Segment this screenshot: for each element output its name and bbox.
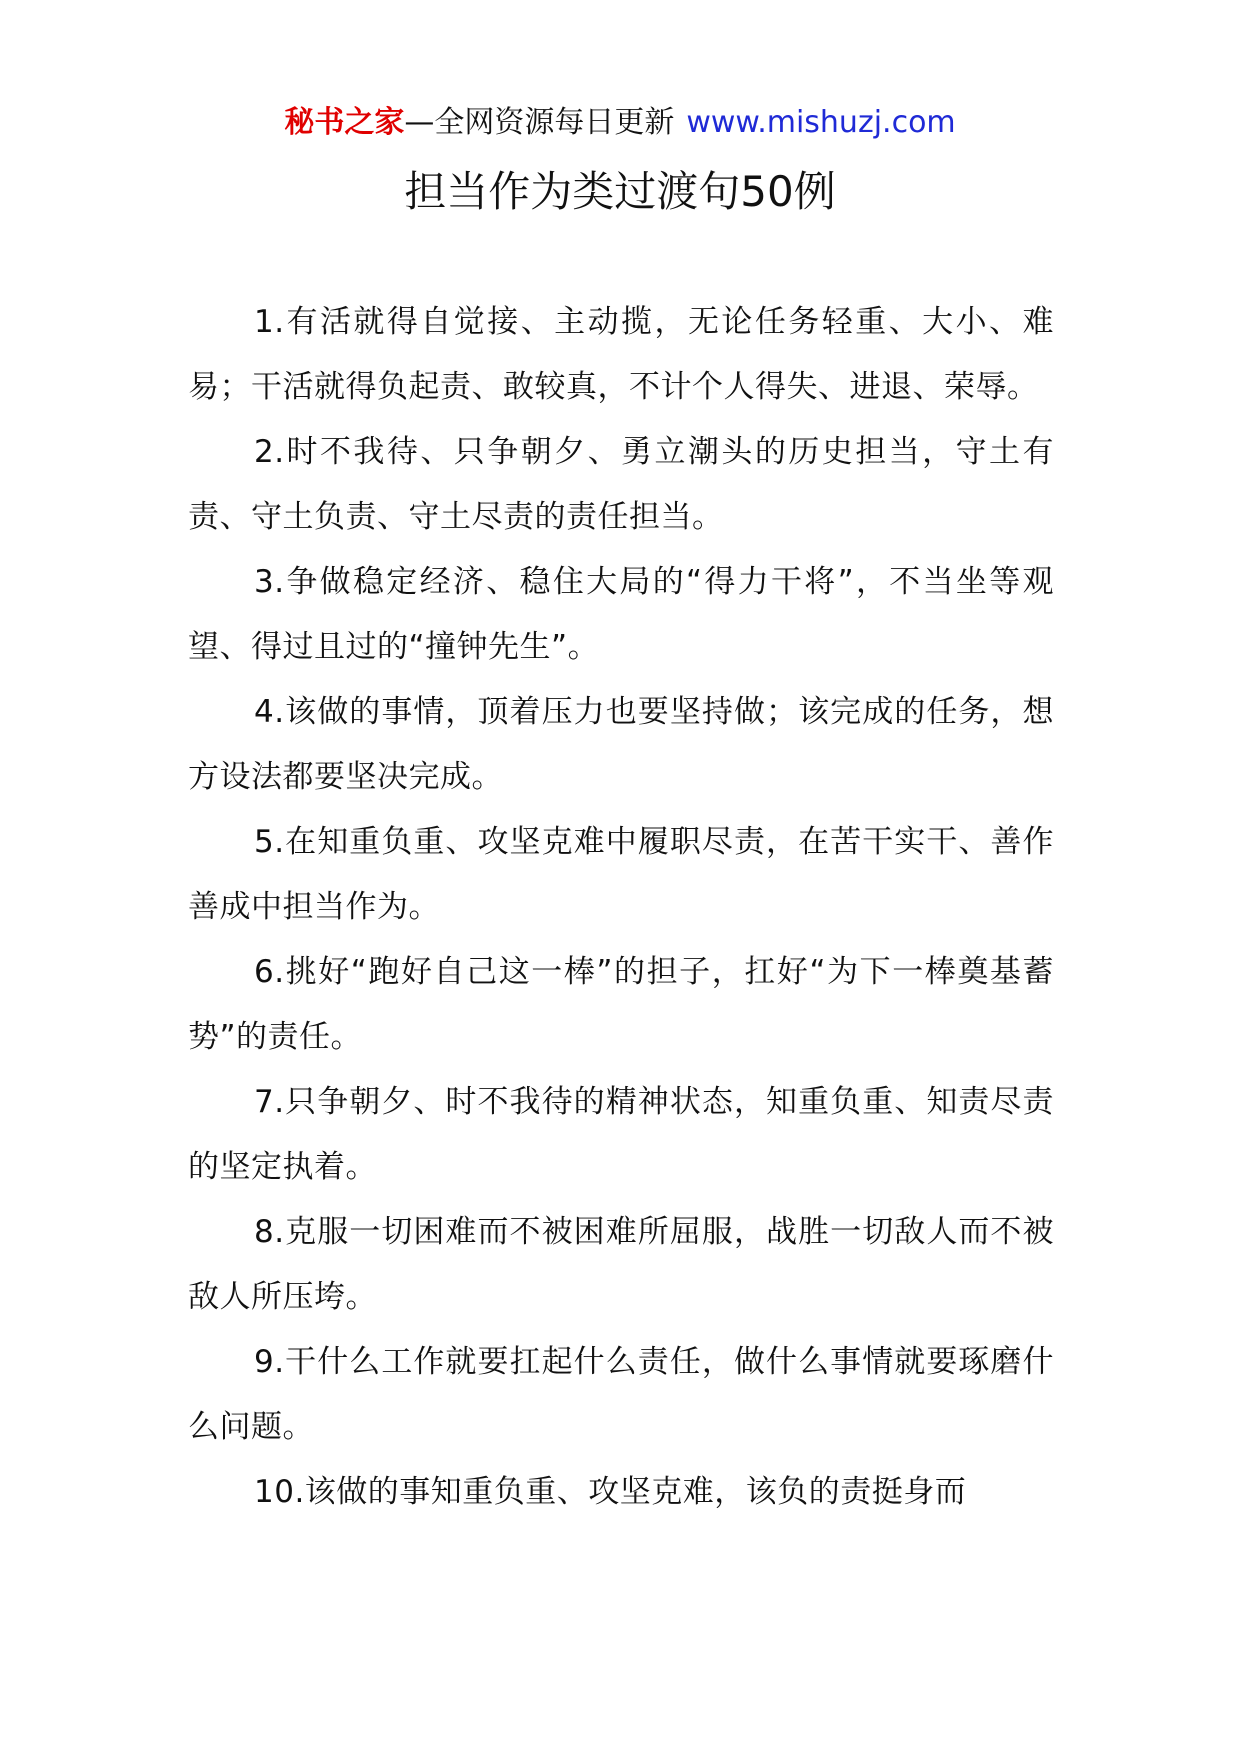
list-item: 1.有活就得自觉接、主动揽，无论任务轻重、大小、难易；干活就得负起责、敢较真，不计个人得失、进退、荣辱。 (188, 304, 1054, 405)
document-body (188, 290, 1054, 1525)
list-item: 5.在知重负重、攻坚克难中履职尽责，在苦干实干、善作善成中担当作为。 (188, 824, 1054, 925)
list-item: 3.争做稳定经济、稳住大局的“得力干将”，不当坐等观望、得过且过的“撞钟先生”。 (188, 564, 1054, 665)
list-item: 4.该做的事情，顶着压力也要坚持做；该完成的任务，想方设法都要坚决完成。 (188, 694, 1054, 795)
list-item: 7.只争朝夕、时不我待的精神状态，知重负重、知责尽责的坚定执着。 (188, 1084, 1054, 1185)
list-item: 2.时不我待、只争朝夕、勇立潮头的历史担当，守土有责、守土负责、守土尽责的责任担当。 (188, 434, 1054, 535)
list-item: 8.克服一切困难而不被困难所屈服，战胜一切敌人而不被敌人所压垮。 (188, 1214, 1054, 1315)
brand-name: 秘书之家 (284, 105, 405, 140)
header-slogan: —全网资源每日更新 (404, 105, 675, 140)
document-title: 担当作为类过渡句50例 (404, 167, 836, 216)
list-item: 10.该做的事知重负重、攻坚克难，该负的责挺身而 (254, 1474, 967, 1510)
list-item: 6.挑好“跑好自己这一棒”的担子，扛好“为下一棒奠基蓄势”的责任。 (188, 954, 1054, 1055)
site-url: www.mishuzj.com (686, 105, 956, 140)
site-header (0, 98, 1240, 148)
list-item: 9.干什么工作就要扛起什么责任，做什么事情就要琢磨什么问题。 (188, 1344, 1054, 1445)
